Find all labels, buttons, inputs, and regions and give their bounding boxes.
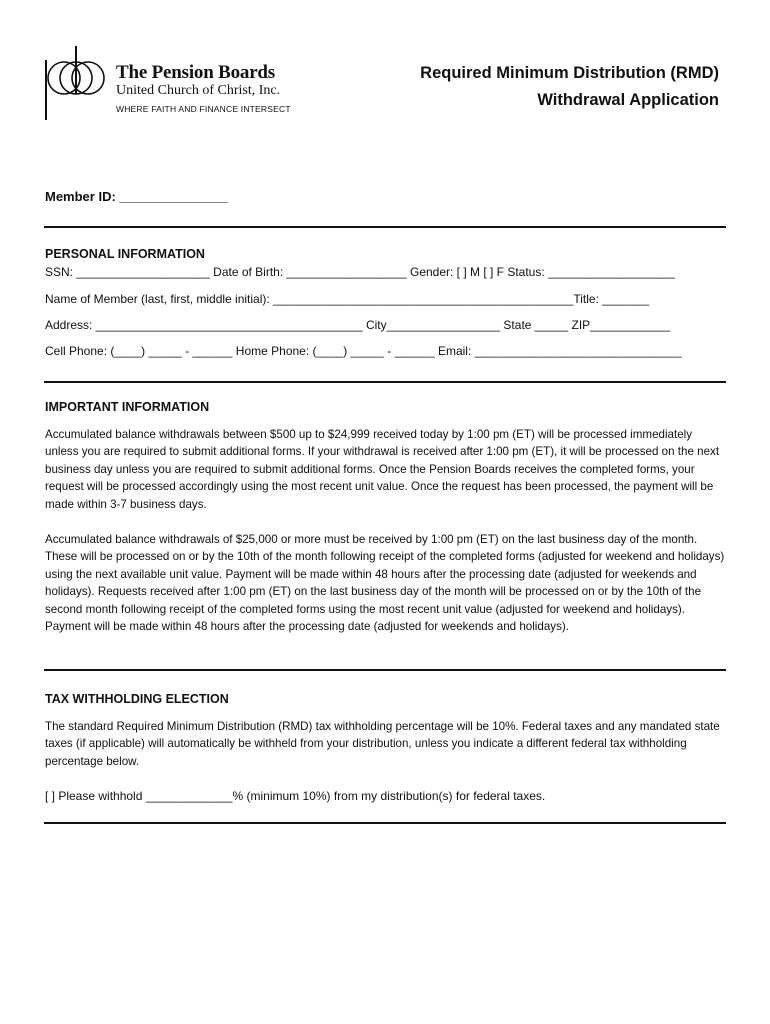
phone-email-line[interactable]: Cell Phone: (____) _____ - ______ Home Phone: (____) _____ - ______ Email: _______________________________ (45, 344, 682, 358)
form-title (420, 60, 719, 114)
address-line[interactable]: Address: ________________________________________ City_________________ State _____ ZIP____________ (45, 318, 671, 332)
divider (44, 381, 726, 383)
org-name: The Pension Boards (116, 62, 275, 83)
federal-withholding-election-line[interactable]: [ ] Please withhold _____________% (minimum 10%) from my distribution(s) for federal taxes. (45, 789, 546, 803)
form-title-line-2: Withdrawal Application (537, 91, 719, 109)
member-name-title-line[interactable]: Name of Member (last, first, middle initial): _____________________________________________Title: _______ (45, 292, 649, 306)
tax-withholding-heading: TAX WITHHOLDING ELECTION (45, 692, 229, 706)
divider (44, 822, 726, 824)
tax-withholding-paragraph: The standard Required Minimum Distribution (RMD) tax withholding percentage will be 10%. Federal taxes and any mandated state taxes (if applicable) will automatically be withheld from your distribution, unless you indicate a different federal tax withholding percentage below. (45, 720, 720, 768)
divider (44, 669, 726, 671)
pbo-logo-mark-icon (42, 44, 112, 124)
divider (44, 226, 726, 228)
personal-info-heading: PERSONAL INFORMATION (45, 247, 205, 261)
form-title-line-1: Required Minimum Distribution (RMD) (420, 64, 719, 82)
org-subtitle: United Church of Christ, Inc. (116, 83, 281, 98)
important-info-paragraph-1: Accumulated balance withdrawals between $500 up to $24,999 received today by 1:00 pm (ET) will be processed immediately unless you are required to submit additional forms. If your withdrawal is received after 1:00 pm (ET), it will be processed on the next business day unless you are required to submit additional forms. Once the Pension Boards receives the completed forms, your request will be processed accordingly using the most recent unit value. Once the request has been processed, the payment will be made within 3-7 business days. (45, 428, 720, 511)
important-info-heading: IMPORTANT INFORMATION (45, 400, 210, 414)
important-info-paragraph-2: Accumulated balance withdrawals of $25,000 or more must be received by 1:00 pm (ET) on the last business day of the month. These will be processed on or by the 10th of the month following receipt of the completed forms (adjusted for weekend and holidays) using the next available unit value. Payment will be made within 48 hours after the processing date (adjusted for weekends and holidays). Requests received after 1:00 pm (ET) on the last business day of the month will be processed on or by the 10th of the second month following receipt of the completed forms using the most recent unit value (adjusted for weekend and holidays). Payment will be made within 48 hours after the processing date (adjusted for weekends and holidays). (45, 533, 725, 634)
member-id-field[interactable]: Member ID: _______________ (45, 189, 228, 204)
org-tagline: WHERE FAITH AND FINANCE INTERSECT (116, 104, 291, 114)
ssn-dob-gender-status-line[interactable]: SSN: ____________________ Date of Birth: __________________ Gender: [ ] M [ ] F Status: ___________________ (45, 265, 675, 279)
pension-boards-logo (42, 44, 302, 124)
